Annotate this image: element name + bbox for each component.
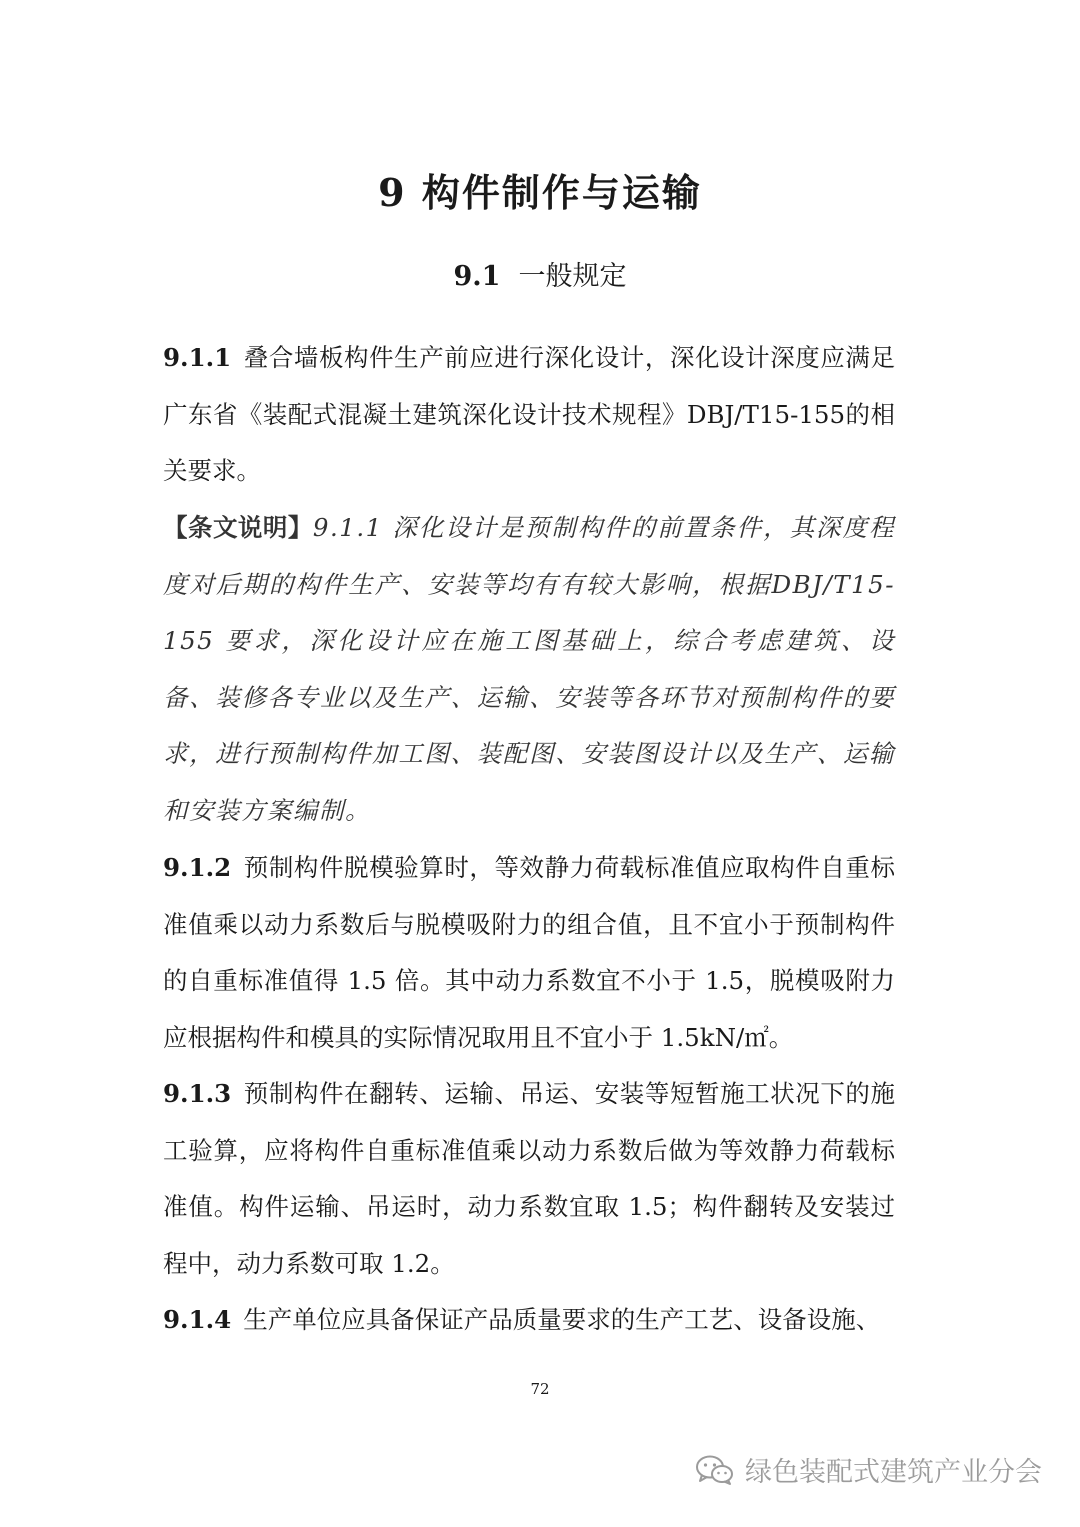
- section-number: 9.1: [453, 261, 501, 292]
- clause-9-1-1: [163, 330, 895, 500]
- clause-9-1-3: [163, 1066, 895, 1292]
- clause-text: 叠合墙板构件生产前应进行深化设计，深化设计深度应满足广东省《装配式混凝土建筑深化设计技术规程》DBJ/T15-155的相关要求。: [163, 343, 895, 485]
- clause-number: 9.1.1: [163, 343, 232, 372]
- page-number: 72: [530, 1380, 550, 1398]
- note-label: 【条文说明】: [163, 513, 313, 542]
- watermark-text: 绿色装配式建筑产业分会: [745, 1457, 1042, 1488]
- clause-number: 9.1.3: [163, 1079, 232, 1108]
- clause-text: 预制构件脱模验算时，等效静力荷载标准值应取构件自重标准值乘以动力系数后与脱模吸附力的组合值，且不宜小于预制构件的自重标准值得 1.5 倍。其中动力系数宜不小于 1.5，脱模吸附力应根据构件和模具的实际情况取用且不宜小于 1.5kN/㎡。: [163, 853, 895, 1052]
- clause-text: 预制构件在翻转、运输、吊运、安装等短暂施工状况下的施工验算，应将构件自重标准值乘以动力系数后做为等效静力荷载标准值。构件运输、吊运时，动力系数宜取 1.5；构件翻转及安装过程中，动力系数可取 1.2。: [163, 1079, 895, 1278]
- section-title: [0, 254, 1080, 293]
- wechat-watermark: [695, 1450, 1042, 1489]
- clause-text: 生产单位应具备保证产品质量要求的生产工艺、设备设施、: [243, 1305, 881, 1334]
- clause-explanation-note: [163, 500, 895, 839]
- chapter-title: 9 构件制作与运输: [378, 170, 702, 215]
- note-text: 9.1.1 深化设计是预制构件的前置条件，其深度程度对后期的构件生产、安装等均有有较大影响，根据DBJ/T15-155 要求，深化设计应在施工图基础上，综合考虑建筑、设备、装修各专业以及生产、运输、安装等各环节对预制构件的要求，进行预制构件加工图、装配图、安装图设计以及生产、运输和安装方案编制。: [163, 513, 896, 825]
- clause-9-1-4: [163, 1292, 895, 1349]
- clause-number: 9.1.4: [163, 1305, 232, 1334]
- wechat-icon: [695, 1454, 735, 1486]
- clause-9-1-2: [163, 840, 895, 1066]
- section-heading: 一般规定: [518, 261, 627, 292]
- clause-number: 9.1.2: [163, 853, 232, 882]
